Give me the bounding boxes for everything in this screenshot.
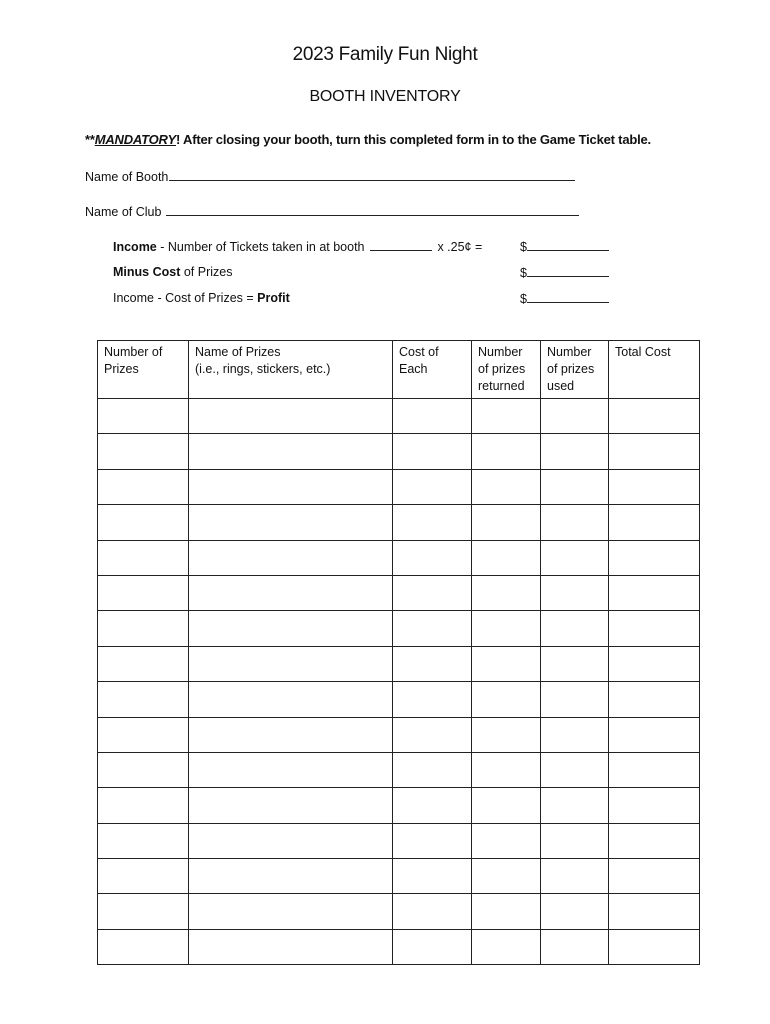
table-cell[interactable]	[393, 434, 472, 469]
table-cell[interactable]	[609, 894, 700, 929]
table-cell[interactable]	[609, 823, 700, 858]
table-cell[interactable]	[541, 823, 609, 858]
table-cell[interactable]	[393, 646, 472, 681]
table-cell[interactable]	[189, 540, 393, 575]
table-cell[interactable]	[393, 823, 472, 858]
table-cell[interactable]	[393, 399, 472, 434]
notice-text: ! After closing your booth, turn this completed form in to the Game Ticket table.	[175, 132, 651, 147]
table-cell[interactable]	[98, 575, 189, 610]
table-cell[interactable]	[472, 646, 541, 681]
table-cell[interactable]	[609, 859, 700, 894]
club-name-label: Name of Club	[85, 205, 165, 219]
table-cell[interactable]	[541, 611, 609, 646]
table-cell[interactable]	[98, 682, 189, 717]
table-cell[interactable]	[472, 682, 541, 717]
table-cell[interactable]	[189, 859, 393, 894]
notice-emphasis: MANDATORY	[94, 132, 176, 147]
table-cell[interactable]	[98, 859, 189, 894]
table-row	[98, 929, 700, 964]
profit-bold: Profit	[257, 291, 290, 305]
table-cell[interactable]	[609, 611, 700, 646]
table-row	[98, 399, 700, 434]
form-title: 2023 Family Fun Night	[292, 44, 478, 65]
table-row	[98, 788, 700, 823]
table-cell[interactable]	[98, 929, 189, 964]
table-cell[interactable]	[189, 434, 393, 469]
booth-name-label: Name of Booth	[85, 170, 169, 184]
table-cell[interactable]	[393, 788, 472, 823]
club-name-field	[85, 204, 579, 219]
profit-currency: $	[520, 292, 527, 306]
table-cell[interactable]	[393, 859, 472, 894]
table-cell[interactable]	[98, 469, 189, 504]
table-cell[interactable]	[98, 505, 189, 540]
table-row	[98, 717, 700, 752]
table-cell[interactable]	[609, 540, 700, 575]
table-cell[interactable]	[98, 646, 189, 681]
table-cell[interactable]	[472, 469, 541, 504]
income-text: - Number of Tickets taken in at booth	[156, 240, 368, 254]
table-cell[interactable]	[98, 540, 189, 575]
table-cell[interactable]	[609, 929, 700, 964]
income-row	[113, 239, 482, 254]
table-cell[interactable]	[472, 859, 541, 894]
table-cell[interactable]	[541, 575, 609, 610]
minus-cost-bold: Minus Cost	[113, 265, 181, 279]
profit-amount	[520, 291, 609, 306]
col-prizes-used: Number of prizes used	[541, 341, 609, 399]
table-cell[interactable]	[98, 434, 189, 469]
table-cell[interactable]	[472, 505, 541, 540]
profit-amount-line[interactable]	[527, 291, 609, 303]
income-currency: $	[520, 240, 527, 254]
profit-row	[113, 291, 290, 305]
table-cell[interactable]	[541, 505, 609, 540]
table-cell[interactable]	[98, 823, 189, 858]
col-name-of-prizes: Name of Prizes (i.e., rings, stickers, etc.)	[189, 341, 393, 399]
table-cell[interactable]	[189, 752, 393, 787]
col-cost-of-each: Cost of Each	[393, 341, 472, 399]
booth-name-line[interactable]	[169, 169, 575, 181]
table-cell[interactable]	[472, 434, 541, 469]
table-row	[98, 859, 700, 894]
table-cell[interactable]	[472, 894, 541, 929]
table-row	[98, 646, 700, 681]
minus-cost-amount	[520, 265, 609, 280]
table-cell[interactable]	[609, 434, 700, 469]
table-cell[interactable]	[472, 929, 541, 964]
table-row	[98, 894, 700, 929]
table-cell[interactable]	[472, 717, 541, 752]
table-cell[interactable]	[393, 752, 472, 787]
table-cell[interactable]	[393, 505, 472, 540]
table-row	[98, 505, 700, 540]
minus-cost-text: of Prizes	[180, 265, 233, 279]
col-number-of-prizes: Number of Prizes	[98, 341, 189, 399]
table-cell[interactable]	[189, 823, 393, 858]
table-cell[interactable]	[393, 611, 472, 646]
table-cell[interactable]	[541, 788, 609, 823]
table-cell[interactable]	[541, 434, 609, 469]
table-cell[interactable]	[98, 788, 189, 823]
table-cell[interactable]	[541, 540, 609, 575]
minus-cost-amount-line[interactable]	[527, 265, 609, 277]
table-cell[interactable]	[189, 717, 393, 752]
table-cell[interactable]	[98, 894, 189, 929]
table-cell[interactable]	[472, 575, 541, 610]
table-cell[interactable]	[393, 929, 472, 964]
table-cell[interactable]	[393, 717, 472, 752]
table-cell[interactable]	[609, 752, 700, 787]
table-cell[interactable]	[609, 505, 700, 540]
table-cell[interactable]	[541, 859, 609, 894]
table-row	[98, 611, 700, 646]
table-cell[interactable]	[393, 894, 472, 929]
tickets-count-line[interactable]	[370, 239, 432, 251]
table-cell[interactable]	[609, 682, 700, 717]
table-cell[interactable]	[393, 682, 472, 717]
table-cell[interactable]	[393, 540, 472, 575]
table-cell[interactable]	[189, 894, 393, 929]
table-body	[98, 399, 700, 965]
col-prizes-returned: Number of prizes returned	[472, 341, 541, 399]
table-row	[98, 575, 700, 610]
table-cell[interactable]	[98, 717, 189, 752]
table-cell[interactable]	[98, 752, 189, 787]
table-cell[interactable]	[189, 611, 393, 646]
mandatory-notice	[85, 132, 765, 147]
table-cell[interactable]	[189, 929, 393, 964]
table-cell[interactable]	[541, 929, 609, 964]
minus-cost-currency: $	[520, 266, 527, 280]
table-cell[interactable]	[609, 575, 700, 610]
table-cell[interactable]	[472, 788, 541, 823]
profit-text: Income - Cost of Prizes =	[113, 291, 258, 305]
table-cell[interactable]	[472, 399, 541, 434]
table-cell[interactable]	[541, 894, 609, 929]
table-row	[98, 434, 700, 469]
table-cell[interactable]	[472, 752, 541, 787]
table-cell[interactable]	[541, 646, 609, 681]
table-cell[interactable]	[189, 646, 393, 681]
table-cell[interactable]	[189, 682, 393, 717]
table-cell[interactable]	[472, 540, 541, 575]
col-total-cost: Total Cost	[609, 341, 700, 399]
table-cell[interactable]	[189, 399, 393, 434]
table-cell[interactable]	[189, 788, 393, 823]
table-cell[interactable]	[189, 575, 393, 610]
table-cell[interactable]	[609, 469, 700, 504]
notice-prefix: **	[85, 132, 95, 147]
table-cell[interactable]	[189, 469, 393, 504]
income-bold: Income	[113, 240, 157, 254]
income-amount-line[interactable]	[527, 239, 609, 251]
table-cell[interactable]	[541, 399, 609, 434]
table-row	[98, 540, 700, 575]
table-cell[interactable]	[189, 505, 393, 540]
minus-cost-row	[113, 265, 232, 279]
table-cell[interactable]	[541, 717, 609, 752]
table-row	[98, 682, 700, 717]
table-cell[interactable]	[472, 611, 541, 646]
table-cell[interactable]	[609, 717, 700, 752]
table-cell[interactable]	[541, 752, 609, 787]
booth-name-field	[85, 169, 575, 184]
table-cell[interactable]	[609, 788, 700, 823]
table-cell[interactable]	[98, 611, 189, 646]
table-cell[interactable]	[98, 399, 189, 434]
table-cell[interactable]	[609, 646, 700, 681]
table-row	[98, 823, 700, 858]
table-cell[interactable]	[541, 682, 609, 717]
table-cell[interactable]	[609, 399, 700, 434]
inventory-table	[97, 340, 700, 965]
table-row	[98, 752, 700, 787]
table-cell[interactable]	[472, 823, 541, 858]
table-cell[interactable]	[541, 469, 609, 504]
table-cell[interactable]	[393, 469, 472, 504]
income-suffix: x .25¢ =	[433, 240, 483, 254]
club-name-line[interactable]	[166, 204, 579, 216]
table-header-row	[98, 341, 700, 399]
form-subtitle: BOOTH INVENTORY	[309, 88, 461, 105]
table-row	[98, 469, 700, 504]
table-cell[interactable]	[393, 575, 472, 610]
income-amount	[520, 239, 609, 254]
